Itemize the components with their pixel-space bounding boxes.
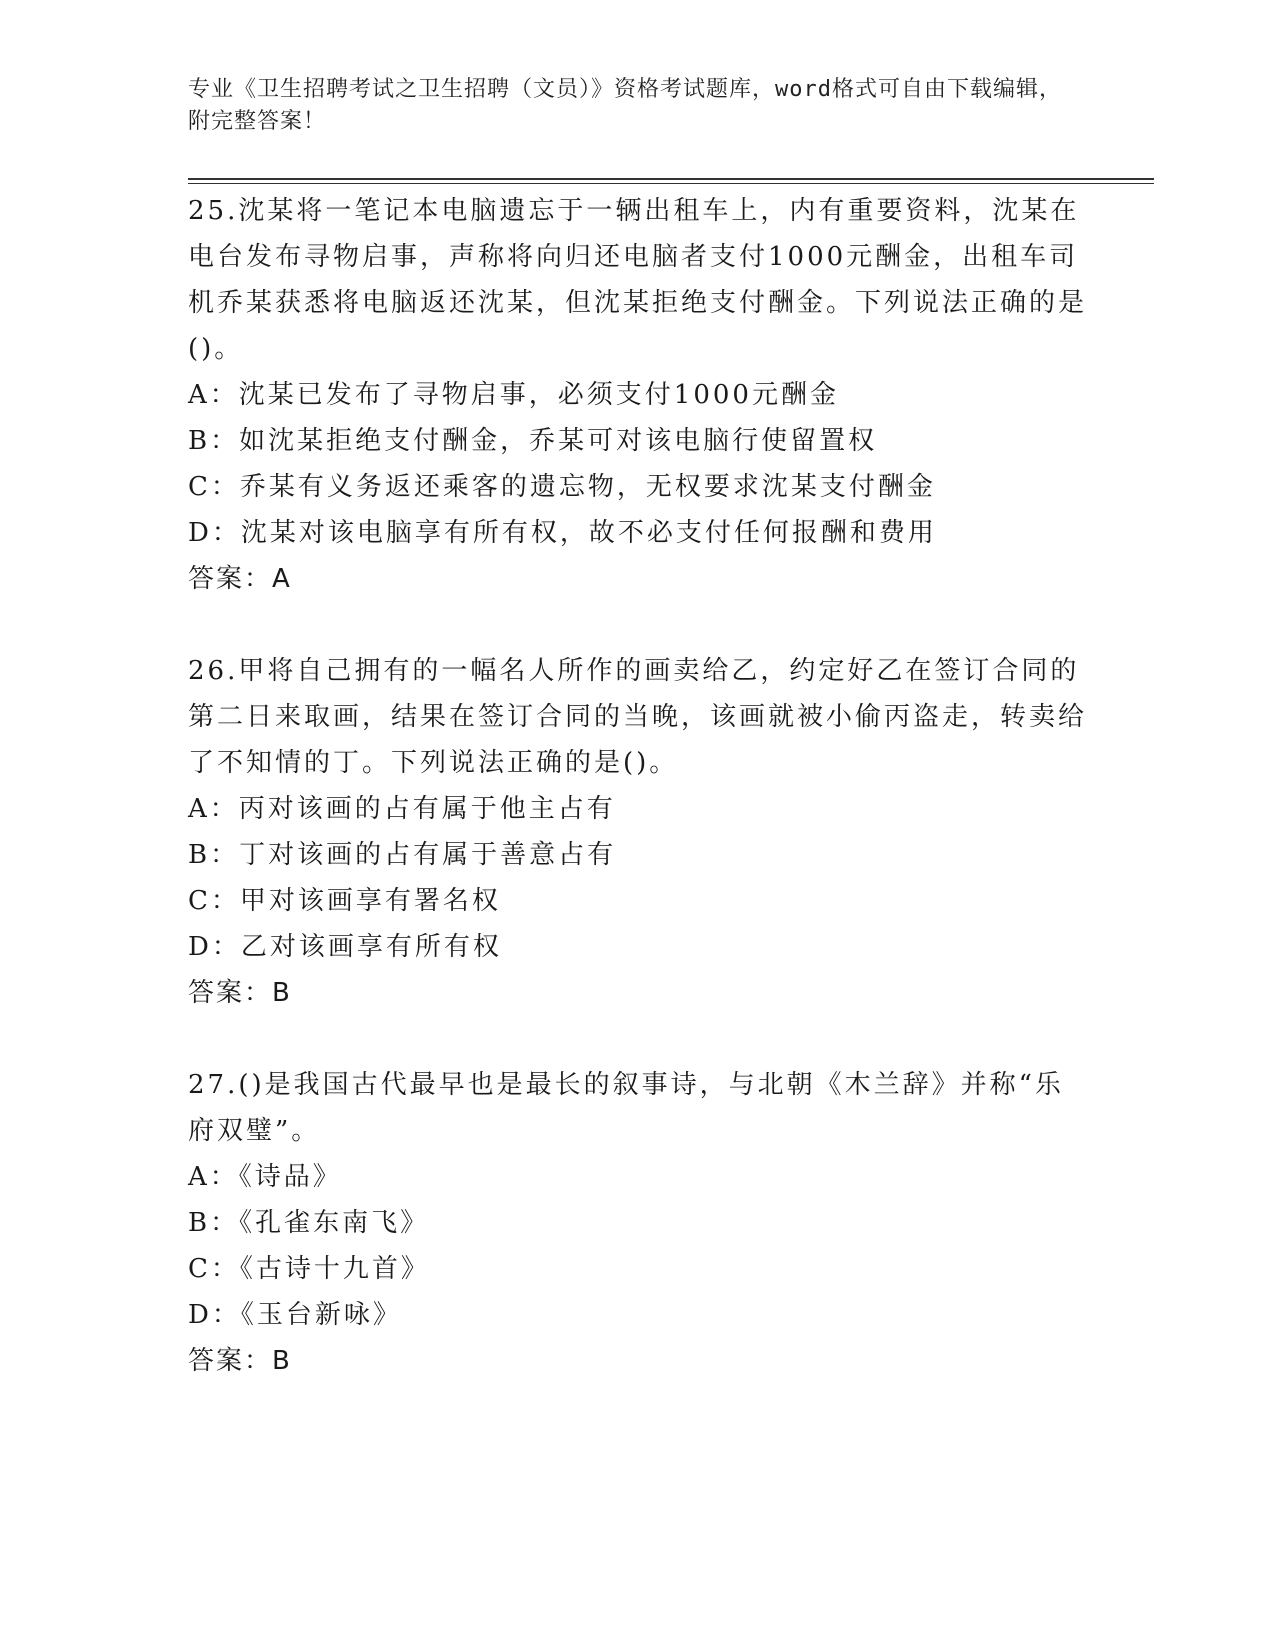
header-rule-thick [188,178,1154,180]
option-c: C：乔某有义务返还乘客的遗忘物，无权要求沈某支付酬金 [188,472,936,502]
answer-line: 答案：B [188,978,292,1008]
option-b: B：如沈某拒绝支付酬金，乔某可对该电脑行使留置权 [188,426,878,456]
option-c: C：《古诗十九首》 [188,1254,430,1284]
header-rule-thin [188,183,1154,184]
option-b: B：丁对该画的占有属于善意占有 [188,840,617,870]
answer-line: 答案：B [188,1346,292,1376]
answer-line: 答案：A [188,564,292,594]
question-list [188,188,1088,1384]
option-a: A：《诗品》 [188,1162,342,1192]
option-d: D：乙对该画享有所有权 [188,932,502,962]
option-d: D：《玉台新咏》 [188,1300,402,1330]
option-b: B：《孔雀东南飞》 [188,1208,430,1238]
option-a: A：丙对该画的占有属于他主占有 [188,794,616,824]
question-stem: 26.甲将自己拥有的一幅名人所作的画卖给乙，约定好乙在签订合同的第二日来取画，结果在签订合同的当晚，该画就被小偷丙盗走，转卖给了不知情的丁。下列说法正确的是()。 [188,656,1088,778]
question-stem: 27.()是我国古代最早也是最长的叙事诗，与北朝《木兰辞》并称“乐府双璧”。 [188,1070,1064,1146]
question-27 [188,1062,1088,1384]
option-c: C：甲对该画享有署名权 [188,886,501,916]
question-spacer [188,1016,1088,1062]
question-stem: 25.沈某将一笔记本电脑遗忘于一辆出租车上，内有重要资料，沈某在电台发布寻物启事，声称将向归还电脑者支付1000元酬金，出租车司机乔某获悉将电脑返还沈某，但沈某拒绝支付酬金。下列说法正确的是()。 [188,196,1088,364]
option-a: A：沈某已发布了寻物启事，必须支付1000元酬金 [188,380,839,410]
question-26 [188,648,1088,1016]
question-spacer [188,602,1088,648]
document-header: 专业《卫生招聘考试之卫生招聘（文员）》资格考试题库，word格式可自由下载编辑，附完整答案！ [188,77,1062,134]
option-d: D：沈某对该电脑享有所有权，故不必支付任何报酬和费用 [188,518,937,548]
question-25 [188,188,1088,602]
